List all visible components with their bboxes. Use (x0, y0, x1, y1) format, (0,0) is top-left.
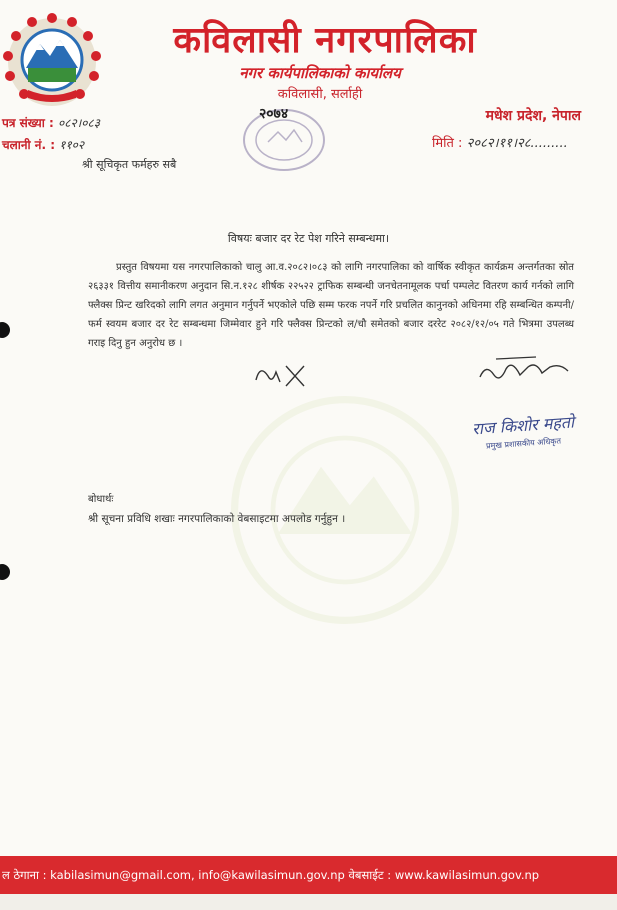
cc-text: श्री सूचना प्रविधि शखाः नगरपालिकाको वेबसाइटमा अपलोड गर्नुहुन । (88, 513, 346, 525)
date-value: २०८२।११।२८......... (466, 136, 568, 151)
initials-scribble-icon (250, 360, 310, 390)
letter-subject: विषयः बजार दर रेट पेश गरिने सम्बन्धमा। (227, 232, 390, 245)
handwritten-signature-icon (476, 353, 576, 387)
office-subtitle: नगर कार्यपालिकाको कार्यालय (239, 64, 401, 82)
punch-hole (0, 322, 10, 338)
letter-body: प्रस्तुत विषयमा यस नगरपालिकाको चालु आ.व.२०८२।०८३ को लागि नगरपालिका को वार्षिक स्वीकृत कार्यक्रम अन्तर्गतका स्रोत २६३३१ वित्तीय समानीकरण अनुदान सि.न.१२८ शीर्षक २२५२२ ट्राफिक सम्बन्धी जनचेतनामूलक पर्चा पम्पलेट वितरण कार्य गर्नको लागि फ्लैक्स प्रिन्ट खरिदको लागि लगत अनुमान गर्नुपर्ने भएकोले पछि सम्म फरक नपर्ने गरि प्रचलित कानुनको अधिनमा रहि सम्बन्धित कम्पनी/फर्म स्वयम बजार दर रेट सम्बन्धमा जिम्मेवार हुने गरि फ्लैक्स प्रिन्टको ल/चौ समेतको बजार दररेट २०८२/१२/०५ गते भित्रमा उपलब्ध गराइ दिनु हुन अनुरोध छ । (88, 262, 574, 349)
date-label: मिति : (432, 136, 463, 151)
dispatch-value: ११०२ (59, 138, 85, 152)
reference-value: ०८२।०८३ (57, 116, 100, 130)
footer-contact-text: ल ठेगाना : kabilasimun@gmail.com, info@kawilasimun.gov.np वेबसाईट : www.kawilasimun.gov.np (2, 868, 540, 882)
page-bottom-edge (0, 894, 617, 910)
punch-hole (0, 564, 10, 580)
footer-contact-bar (0, 856, 617, 894)
recipient-line: श्री सूचिकृत फर्महरु सबै (82, 158, 177, 171)
dispatch-number (2, 136, 84, 153)
signer-title: प्रमुख प्रशासकीय अधिकृत (485, 436, 562, 451)
office-location: कविलासी, सर्लाही (277, 87, 363, 102)
letter-date (432, 133, 568, 151)
cc-label: बोधार्थः (88, 494, 114, 505)
establishment-year: २०७४ (259, 106, 289, 122)
municipality-title: कविलासी नगरपालिका (173, 20, 477, 61)
reference-label: पत्र संख्या : (2, 116, 54, 130)
dispatch-label: चलानी नं. : (2, 138, 56, 152)
signer-name: राज किशोर महतो (471, 412, 575, 439)
letter-reference (2, 114, 100, 131)
watermark-emblem (225, 390, 465, 630)
government-emblem-icon (2, 10, 102, 110)
province-label: मधेश प्रदेश, नेपाल (485, 108, 581, 124)
